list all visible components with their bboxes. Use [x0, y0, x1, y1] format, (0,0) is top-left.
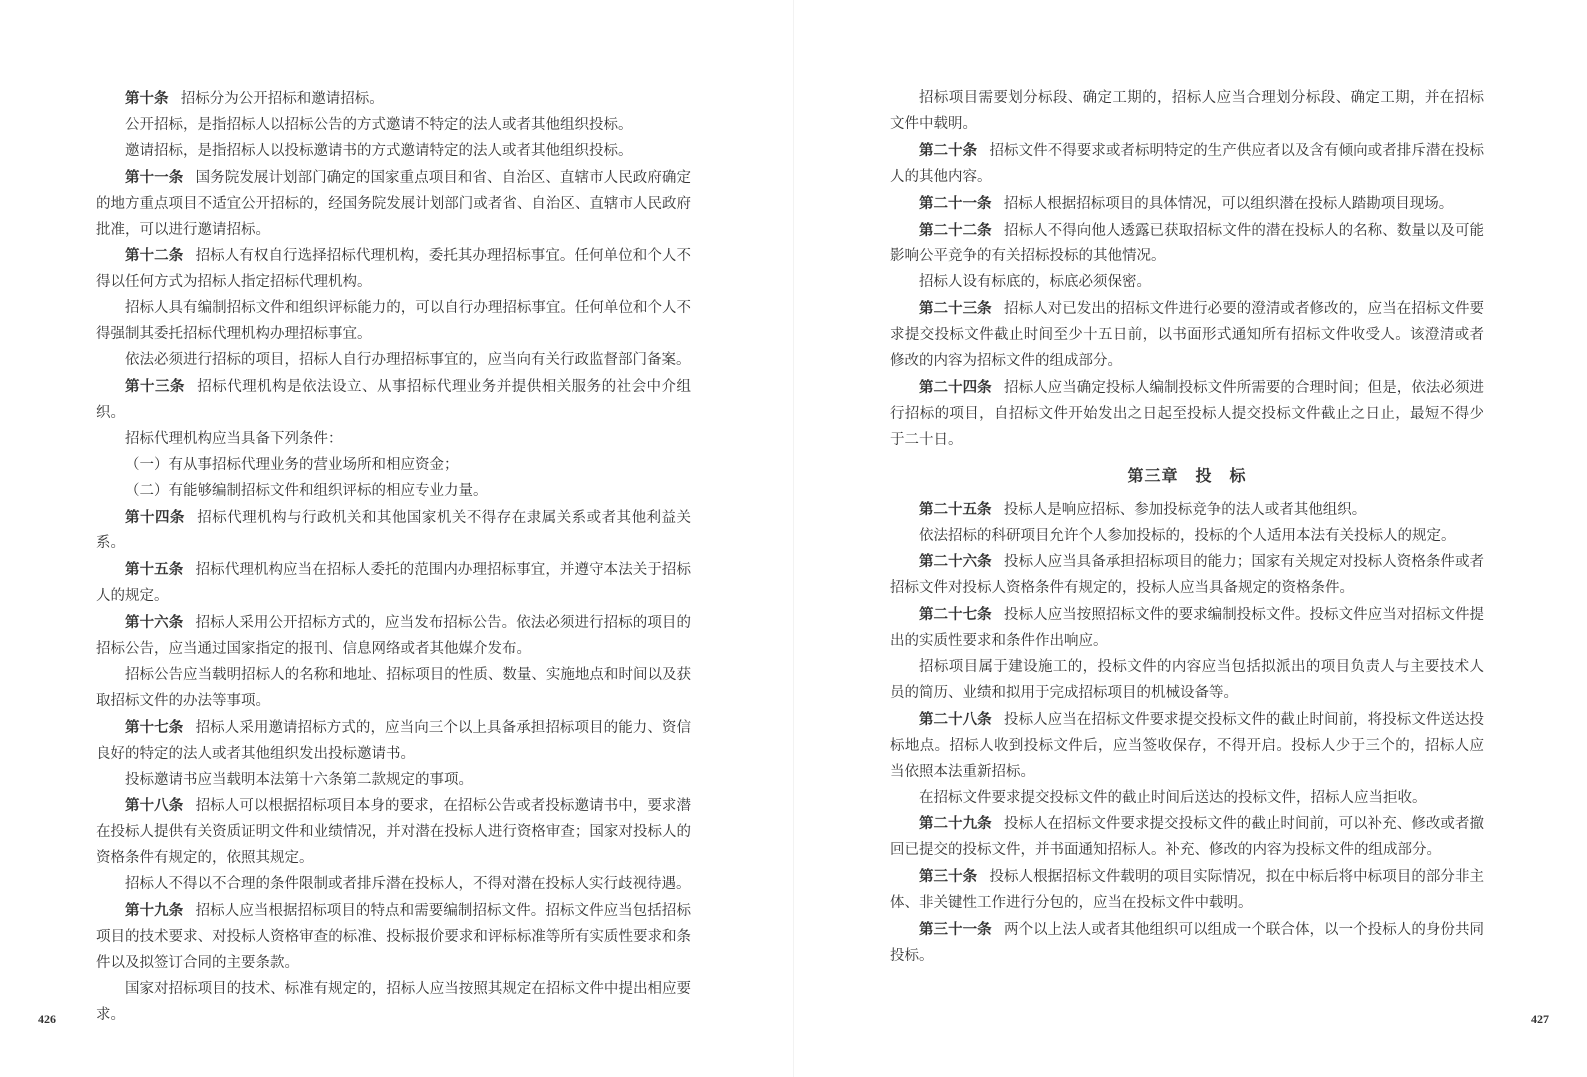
- body-paragraph: [890, 270, 1484, 296]
- body-paragraph: [96, 977, 691, 1029]
- paragraph-text: 招标文件不得要求或者标明特定的生产供应者以及含有倾向或者排斥潜在投标人的其他内容。: [890, 142, 1485, 185]
- page-number-left: 426: [38, 1012, 56, 1026]
- article-paragraph: [890, 549, 1484, 602]
- article-paragraph: [890, 218, 1484, 271]
- paragraph-text: 招标人对已发出的招标文件进行必要的澄清或者修改的，应当在招标文件要求提交投标文件截止时间至少十五日前，以书面形式通知所有招标文件收受人。该澄清或者修改的内容为招标文件的组成部分。: [890, 301, 1485, 370]
- article-number: 第十六条: [125, 614, 184, 632]
- paragraph-text: 投标人是响应招标、参加投标竞争的法人或者其他组织。: [1003, 501, 1367, 518]
- article-number: 第二十七条: [919, 606, 992, 624]
- article-paragraph: [890, 296, 1484, 375]
- article-paragraph: [96, 165, 691, 244]
- article-paragraph: [96, 505, 691, 558]
- paragraph-text: 依法必须进行招标的项目，招标人自行办理招标事宜的，应当向有关行政监督部门备案。: [125, 352, 691, 369]
- paragraph-text: 招标人根据招标项目的具体情况，可以组织潜在投标人踏勘项目现场。: [1003, 195, 1454, 212]
- paragraph-text: 招标代理机构应当具备下列条件：: [125, 430, 343, 447]
- paragraph-text: 招标人应当确定投标人编制投标文件所需要的合理时间；但是，依法必须进行招标的项目，自招标文件开始发出之日起至投标人提交投标文件截止之日止，最短不得少于二十日。: [890, 379, 1485, 448]
- article-number: 第二十六条: [919, 553, 992, 571]
- paragraph-text: 公开招标，是指招标人以招标公告的方式邀请不特定的法人或者其他组织投标。: [125, 116, 633, 133]
- paragraph-text: 招标人不得向他人透露已获取招标文件的潜在投标人的名称、数量以及可能影响公平竞争的有关招标投标的其他情况。: [890, 222, 1485, 265]
- paragraph-text: 投标人应当在招标文件要求提交投标文件的截止时间前，将投标文件送达投标地点。招标人收到投标文件后，应当签收保存，不得开启。投标人少于三个的，招标人应当依照本法重新招标。: [890, 711, 1485, 780]
- page-number-right: 427: [1531, 1012, 1549, 1026]
- article-paragraph: [890, 375, 1484, 454]
- article-number: 第十条: [125, 90, 169, 107]
- article-paragraph: [890, 864, 1484, 917]
- article-number: 第十九条: [125, 902, 184, 920]
- paragraph-text: 邀请招标，是指招标人以投标邀请书的方式邀请特定的法人或者其他组织投标。: [125, 142, 633, 159]
- paragraph-text: 国家对招标项目的技术、标准有规定的，招标人应当按照其规定在招标文件中提出相应要求。: [96, 980, 691, 1023]
- paragraph-text: 投标人在招标文件要求提交投标文件的截止时间前，可以补充、修改或者撤回已提交的投标文件，并书面通知招标人。补充、修改的内容为投标文件的组成部分。: [890, 816, 1485, 859]
- paragraph-text: （二）有能够编制招标文件和组织评标的相应专业力量。: [125, 482, 488, 499]
- body-paragraph: [96, 768, 691, 794]
- paragraph-text: 招标人采用邀请招标方式的，应当向三个以上具备承担招标项目的能力、资信良好的特定的法人或者其他组织发出投标邀请书。: [96, 719, 692, 762]
- article-number: 第十二条: [125, 247, 184, 265]
- article-paragraph: [96, 86, 691, 113]
- paragraph-text: 招标人具有编制招标文件和组织评标能力的，可以自行办理招标事宜。任何单位和个人不得强制其委托招标代理机构办理招标事宜。: [96, 300, 691, 343]
- article-paragraph: [890, 497, 1484, 524]
- article-paragraph: [96, 243, 691, 296]
- paragraph-text: 国务院发展计划部门确定的国家重点项目和省、自治区、直辖市人民政府确定的地方重点项目不适宜公开招标的，经国务院发展计划部门或者省、自治区、直辖市人民政府批准，可以进行邀请招标。: [96, 169, 692, 238]
- paragraph-text: 招标项目需要划分标段、确定工期的，招标人应当合理划分标段、确定工期，并在招标文件中载明。: [890, 90, 1484, 132]
- body-paragraph: [96, 453, 691, 479]
- article-number: 第二十条: [919, 141, 978, 159]
- body-paragraph: [96, 139, 691, 165]
- body-paragraph: [96, 479, 691, 505]
- right-page: [794, 0, 1587, 1077]
- right-paragraphs-after: [890, 497, 1484, 970]
- left-page: [0, 0, 793, 1077]
- paragraph-text: 招标项目属于建设施工的，投标文件的内容应当包括拟派出的项目负责人与主要技术人员的简历、业绩和拟用于完成招标项目的机械设备等。: [890, 659, 1484, 701]
- body-paragraph: [96, 348, 691, 374]
- paragraph-text: 招标公告应当载明招标人的名称和地址、招标项目的性质、数量、实施地点和时间以及获取招标文件的办法等事项。: [96, 666, 691, 709]
- article-number: 第十一条: [125, 168, 184, 186]
- paragraph-text: 投标人应当按照招标文件的要求编制投标文件。投标文件应当对招标文件提出的实质性要求和条件作出响应。: [890, 607, 1485, 650]
- article-paragraph: [96, 715, 691, 768]
- paragraph-text: 招标人采用公开招标方式的，应当发布招标公告。依法必须进行招标的项目的招标公告，应当通过国家指定的报刊、信息网络或者其他媒介发布。: [96, 615, 692, 658]
- article-number: 第二十一条: [919, 194, 992, 212]
- article-number: 第二十八条: [919, 710, 992, 728]
- paragraph-text: 投标邀请书应当载明本法第十六条第二款规定的事项。: [125, 771, 473, 788]
- article-number: 第十三条: [125, 377, 185, 395]
- article-paragraph: [890, 191, 1484, 218]
- chapter-heading: 第三章 投 标: [1127, 465, 1247, 485]
- article-paragraph: [96, 610, 691, 663]
- paragraph-text: 在招标文件要求提交投标文件的截止时间后送达的投标文件，招标人应当拒收。: [919, 789, 1427, 806]
- paragraph-text: 招标分为公开招标和邀请招标。: [180, 91, 384, 107]
- body-paragraph: [890, 655, 1484, 707]
- body-paragraph: [890, 86, 1484, 138]
- body-paragraph: [96, 113, 691, 139]
- article-paragraph: [890, 707, 1484, 786]
- paragraph-text: 招标代理机构是依法设立、从事招标代理业务并提供相关服务的社会中介组织。: [96, 378, 692, 421]
- paragraph-text: 招标人不得以不合理的条件限制或者排斥潜在投标人，不得对潜在投标人实行歧视待遇。: [125, 876, 691, 893]
- body-paragraph: [890, 786, 1484, 812]
- paragraph-text: 招标代理机构应当在招标人委托的范围内办理招标事宜，并遵守本法关于招标人的规定。: [96, 562, 692, 605]
- paragraph-text: 招标人有权自行选择招标代理机构，委托其办理招标事宜。任何单位和个人不得以任何方式为招标人指定招标代理机构。: [96, 248, 692, 291]
- article-number: 第二十九条: [919, 815, 992, 833]
- article-paragraph: [96, 374, 691, 427]
- right-text-column: [890, 86, 1484, 970]
- article-paragraph: [96, 898, 691, 977]
- article-paragraph: [890, 602, 1484, 655]
- article-paragraph: [890, 917, 1484, 970]
- body-paragraph: [96, 296, 691, 348]
- paragraph-text: （一）有从事招标代理业务的营业场所和相应资金；: [125, 456, 459, 473]
- paragraph-text: 投标人应当具备承担招标项目的能力；国家有关规定对投标人资格条件或者招标文件对投标人资格条件有规定的，投标人应当具备规定的资格条件。: [890, 554, 1485, 597]
- article-number: 第十四条: [125, 508, 185, 526]
- body-paragraph: [96, 427, 691, 453]
- article-number: 第三十一条: [919, 921, 992, 939]
- article-number: 第二十二条: [919, 221, 992, 239]
- article-paragraph: [890, 811, 1484, 864]
- article-paragraph: [96, 793, 691, 872]
- left-text-column: [96, 86, 691, 1029]
- article-number: 第二十五条: [919, 500, 992, 518]
- article-number: 第十八条: [125, 797, 184, 815]
- paragraph-text: 招标人可以根据招标项目本身的要求，在招标公告或者投标邀请书中，要求潜在投标人提供有关资质证明文件和业绩情况，并对潜在投标人进行资格审查；国家对投标人的资格条件有规定的，依照其规定。: [96, 798, 692, 867]
- paragraph-text: 招标人设有标底的，标底必须保密。: [919, 274, 1151, 291]
- paragraph-text: 招标人应当根据招标项目的特点和需要编制招标文件。招标文件应当包括招标项目的技术要求、对投标人资格审查的标准、投标报价要求和评标标准等所有实质性要求和条件以及拟签订合同的主要条款。: [96, 903, 692, 971]
- paragraph-text: 投标人根据招标文件载明的项目实际情况，拟在中标后将中标项目的部分非主体、非关键性工作进行分包的，应当在投标文件中载明。: [890, 869, 1485, 912]
- body-paragraph: [96, 872, 691, 898]
- article-paragraph: [890, 138, 1484, 191]
- paragraph-text: 招标代理机构与行政机关和其他国家机关不得存在隶属关系或者其他利益关系。: [96, 509, 692, 552]
- article-number: 第十五条: [125, 561, 184, 579]
- body-paragraph: [890, 524, 1484, 550]
- body-paragraph: [96, 663, 691, 715]
- article-number: 第三十条: [919, 868, 978, 886]
- article-number: 第二十三条: [919, 300, 992, 318]
- paragraph-text: 依法招标的科研项目允许个人参加投标的，投标的个人适用本法有关投标人的规定。: [919, 527, 1456, 544]
- paragraph-text: 两个以上法人或者其他组织可以组成一个联合体，以一个投标人的身份共同投标。: [890, 922, 1485, 964]
- article-number: 第二十四条: [919, 378, 992, 396]
- article-paragraph: [96, 557, 691, 610]
- right-paragraphs-before: [890, 86, 1484, 454]
- article-number: 第十七条: [125, 718, 184, 736]
